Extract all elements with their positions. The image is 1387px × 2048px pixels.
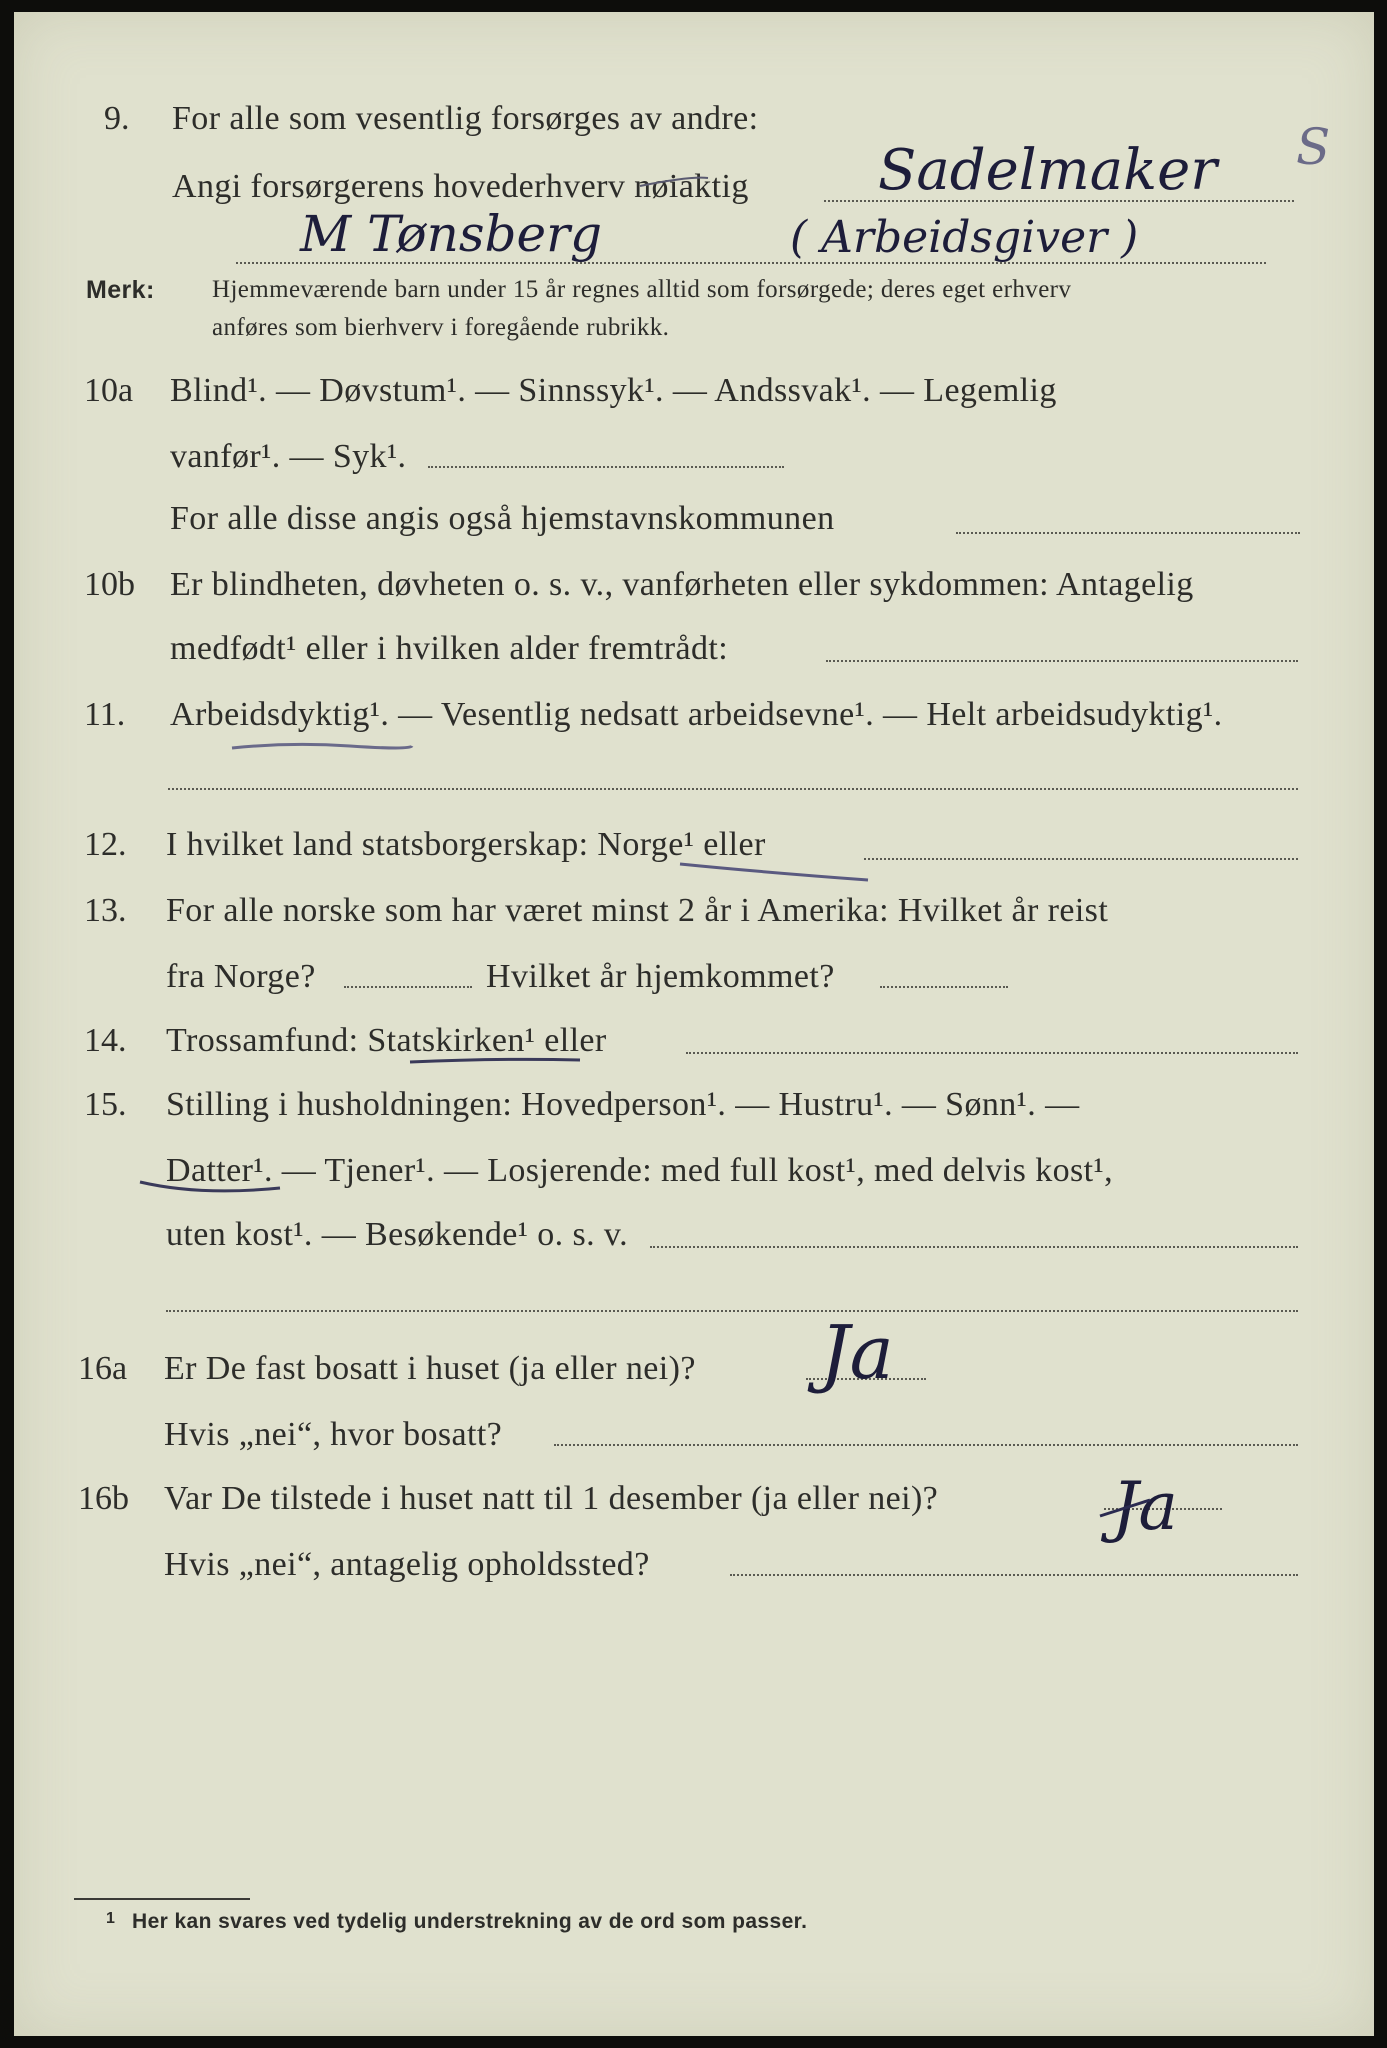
- q10a-line3: For alle disse angis også hjemstavnskommunen: [170, 500, 835, 537]
- q10b-number: 10b: [84, 566, 135, 603]
- q9-number: 9.: [104, 100, 130, 137]
- q12-line1: I hvilket land statsborgerskap: Norge¹ eller: [166, 826, 766, 863]
- q13-line2a: fra Norge?: [166, 958, 316, 995]
- q16b-line1: Var De tilstede i huset natt til 1 desember (ja eller nei)?: [164, 1480, 939, 1517]
- q16b-line2: Hvis „nei“, antagelig opholdssted?: [164, 1546, 650, 1583]
- q9-handwritten-note: ( Arbeidsgiver ): [790, 212, 1139, 263]
- q15-line3: uten kost¹. — Besøkende¹ o. s. v.: [166, 1216, 629, 1253]
- q16a-handwritten-answer: Ja: [820, 1310, 894, 1396]
- footnote-mark: 1: [106, 1910, 116, 1927]
- q9-handwritten-place: M Tønsberg: [300, 205, 603, 263]
- q15-line2: Datter¹. — Tjener¹. — Losjerende: med full kost¹, med delvis kost¹,: [166, 1152, 1113, 1189]
- underline-arbeidsdyktig: [232, 744, 412, 748]
- q10a-line2: vanfør¹. — Syk¹.: [170, 438, 407, 475]
- underline-statskirken: [410, 1059, 580, 1062]
- q15-line1: Stilling i husholdningen: Hovedperson¹. — Hustru¹. — Sønn¹. —: [166, 1086, 1080, 1123]
- q10a-line1: Blind¹. — Døvstum¹. — Sinnssyk¹. — Andssvak¹. — Legemlig: [170, 372, 1057, 409]
- merk-label: Merk:: [86, 276, 155, 304]
- q13-line1: For alle norske som har været minst 2 år i Amerika: Hvilket år reist: [166, 892, 1109, 929]
- q9-line2: Angi forsørgerens hovederhverv nøiaktig: [172, 168, 749, 205]
- q10a-number: 10a: [84, 372, 134, 409]
- merk-line2: anføres som bierhverv i foregående rubrikk.: [212, 314, 670, 341]
- q11-line1: Arbeidsdyktig¹. — Vesentlig nedsatt arbeidsevne¹. — Helt arbeidsudyktig¹.: [170, 696, 1223, 733]
- q16a-line1: Er De fast bosatt i huset (ja eller nei)?: [164, 1350, 696, 1387]
- q9-handwritten-occupation: Sadelmaker: [878, 138, 1217, 203]
- strike-hovederhverv: [640, 178, 708, 186]
- q16b-slash: [1100, 1500, 1150, 1516]
- q15-number: 15.: [84, 1086, 127, 1123]
- q16b-handwritten-answer: Ja: [1112, 1468, 1178, 1545]
- q10b-line2: medfødt¹ eller i hvilken alder fremtrådt:: [170, 630, 729, 667]
- q16a-line2: Hvis „nei“, hvor bosatt?: [164, 1416, 503, 1453]
- q13-line2b: Hvilket år hjemkommet?: [486, 958, 835, 995]
- merk-line1: Hjemmeværende barn under 15 år regnes alltid som forsørgede; deres eget erhverv: [212, 276, 1072, 303]
- footnote-text: Her kan svares ved tydelig understrekning av de ord som passer.: [132, 1910, 808, 1933]
- q14-line1: Trossamfund: Statskirken¹ eller: [166, 1022, 607, 1059]
- underline-datter: [140, 1182, 280, 1191]
- q9-margin-mark: S: [1296, 118, 1331, 176]
- q13-number: 13.: [84, 892, 127, 929]
- q14-number: 14.: [84, 1022, 127, 1059]
- q9-line1: For alle som vesentlig forsørges av andre:: [172, 100, 759, 137]
- q10b-line1: Er blindheten, døvheten o. s. v., vanførheten eller sykdommen: Antagelig: [170, 566, 1194, 603]
- q12-number: 12.: [84, 826, 127, 863]
- footnote-rule: [74, 1898, 250, 1900]
- q16b-number: 16b: [78, 1480, 129, 1517]
- q16a-number: 16a: [78, 1350, 128, 1387]
- underline-norge: [680, 864, 868, 880]
- q11-number: 11.: [84, 696, 126, 733]
